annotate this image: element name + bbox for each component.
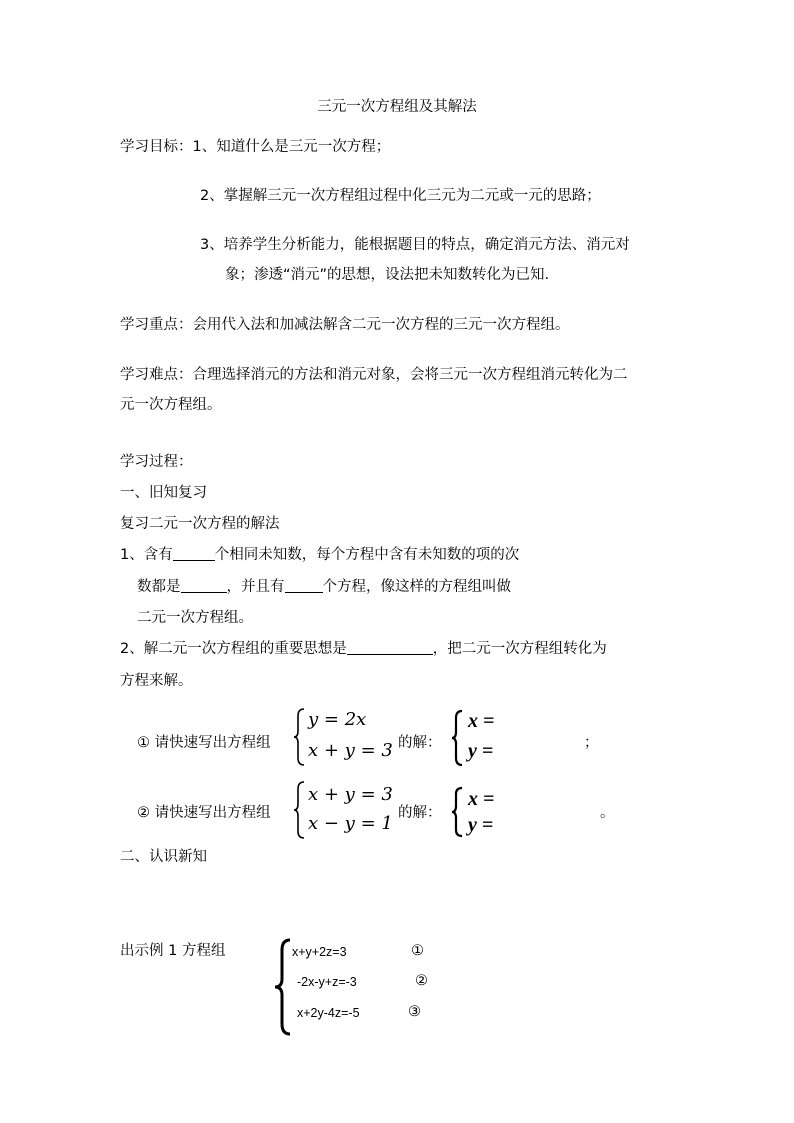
- example-1-eq3: x+2y-4z=-5: [297, 1006, 360, 1020]
- ex1-solution-y[interactable]: y =: [468, 740, 494, 762]
- ex1-end-mark: ；: [584, 735, 599, 751]
- question-2-line2: 方程来解。: [120, 673, 193, 689]
- example-1-eq2: -2x-y+z=-3: [297, 975, 357, 989]
- equation-mark-2: ②: [415, 973, 428, 989]
- q1-blank-3[interactable]: [285, 580, 323, 593]
- ex2-eq1: x + y = 3: [308, 784, 393, 805]
- q1-text-e: 个方程，像这样的方程组叫做: [322, 579, 511, 595]
- ex2-prompt: ② 请快速写出方程组: [137, 805, 271, 821]
- goals-label: 学习目标：: [120, 139, 193, 155]
- process-heading: 学习过程：: [120, 454, 193, 470]
- question-1-line2: [137, 580, 511, 595]
- ex1-eq1: y = 2x: [308, 709, 367, 730]
- q1-text-a: 1、含有: [120, 547, 173, 563]
- ex1-solution-label: 的解：: [398, 735, 442, 751]
- example-1-system-brace: [272, 937, 292, 1037]
- ex1-system-brace: [292, 707, 306, 767]
- page-title: 三元一次方程组及其解法: [317, 99, 477, 115]
- q2-text-a: 2、解二元一次方程组的重要思想是: [120, 641, 347, 657]
- goals-item2: 2、掌握解三元一次方程组过程中化三元为二元或一元的思路；: [200, 188, 601, 204]
- ex2-system-brace: [292, 780, 306, 840]
- goals-item1: 1、知道什么是三元一次方程；: [192, 139, 391, 155]
- goals-line1: [120, 140, 390, 155]
- ex1-solution-x[interactable]: x =: [468, 710, 495, 732]
- q1-blank-2[interactable]: [181, 580, 227, 593]
- ex2-solution-brace: [450, 786, 464, 838]
- example-1-label: 出示例 1 方程组: [120, 943, 226, 959]
- q1-text-c: 数都是: [137, 579, 181, 595]
- ex2-solution-y[interactable]: y =: [468, 814, 494, 836]
- review-title: 复习二元一次方程的解法: [120, 516, 280, 532]
- q1-blank-1[interactable]: [173, 548, 215, 561]
- goals-item3-line2: 象；渗透“消元”的思想，设法把未知数转化为已知.: [225, 267, 550, 283]
- section-review-heading: 一、旧知复习: [120, 485, 207, 501]
- ex2-solution-x[interactable]: x =: [468, 788, 495, 810]
- example-1-eq1: x+y+2z=3: [292, 945, 347, 959]
- q2-text-b: ，把二元一次方程组转化为: [432, 641, 607, 657]
- ex2-end-mark: 。: [600, 805, 615, 821]
- question-1-line1: [120, 548, 519, 563]
- ex1-eq2: x + y = 3: [308, 740, 393, 761]
- difficulty-line1: 学习难点：合理选择消元的方法和消元对象，会将三元一次方程组消元转化为二: [120, 367, 628, 383]
- key-point: 学习重点：会用代入法和加减法解含二元一次方程的三元一次方程组。: [120, 317, 570, 333]
- equation-mark-3: ③: [408, 1004, 421, 1020]
- ex2-solution-label: 的解：: [398, 805, 442, 821]
- q2-blank-1[interactable]: [347, 642, 433, 655]
- question-2-line1: [120, 642, 607, 657]
- difficulty-line2: 元一次方程组。: [120, 397, 222, 413]
- section-new-knowledge-heading: 二、认识新知: [120, 849, 207, 865]
- equation-mark-1: ①: [411, 943, 424, 959]
- goals-item3-line1: 3、培养学生分析能力，能根据题目的特点，确定消元方法、消元对: [200, 237, 630, 253]
- question-1-line3: 二元一次方程组。: [137, 610, 253, 626]
- ex2-eq2: x − y = 1: [308, 813, 393, 834]
- ex1-solution-brace: [450, 709, 464, 767]
- q1-text-d: ，并且有: [226, 579, 285, 595]
- ex1-prompt: ① 请快速写出方程组: [137, 735, 271, 751]
- q1-text-b: 个相同未知数，每个方程中含有未知数的项的次: [214, 547, 520, 563]
